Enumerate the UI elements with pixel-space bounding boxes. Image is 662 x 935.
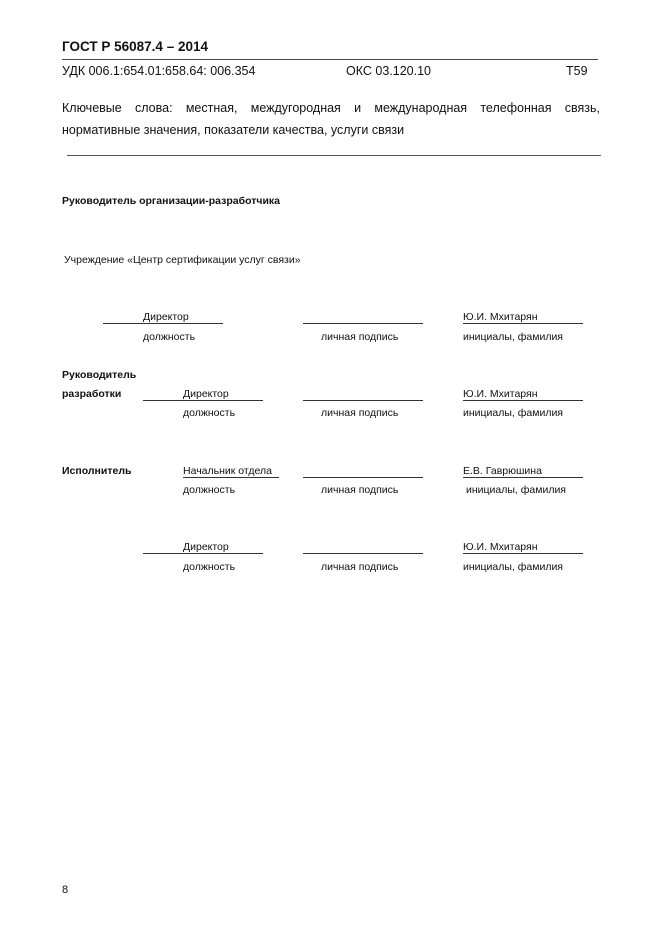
sig3-name-line — [463, 477, 583, 478]
sig1-position: Директор — [143, 311, 189, 323]
sig1-name-caption: инициалы, фамилия — [463, 331, 563, 343]
standard-title: ГОСТ Р 56087.4 – 2014 — [62, 39, 208, 54]
sig2-signature-line — [303, 400, 423, 401]
sig3-role: Исполнитель — [62, 465, 132, 477]
sig4-position-caption: должность — [183, 561, 236, 573]
sig2-position: Директор — [183, 388, 229, 400]
sig3-name-caption: инициалы, фамилия — [466, 484, 566, 496]
sig2-position-caption: должность — [183, 407, 236, 419]
header-rule — [62, 59, 598, 60]
sig4-name-caption: инициалы, фамилия — [463, 561, 563, 573]
sig4-signature-caption: личная подпись — [321, 561, 399, 573]
sig3-position: Начальник отдела — [183, 465, 272, 477]
sig2-role-line-1: Руководитель — [62, 369, 137, 381]
org-head-title: Руководитель организации-разработчика — [62, 195, 281, 207]
oks-code: ОКС 03.120.10 — [346, 64, 431, 78]
sig4-name-line — [463, 553, 583, 554]
sig1-signature-caption: личная подпись — [321, 331, 399, 343]
sig4-position-line — [143, 553, 263, 554]
sig3-signature-caption: личная подпись — [321, 484, 399, 496]
sig1-name: Ю.И. Мхитарян — [463, 311, 538, 323]
keywords-line-1: Ключевые слова: местная, междугородная и международная телефонная связь, — [62, 101, 600, 115]
sig1-signature-line — [303, 323, 423, 324]
sig4-signature-line — [303, 553, 423, 554]
keywords-line-2: нормативные значения, показатели качества, услуги связи — [62, 123, 405, 137]
sig4-position: Директор — [183, 541, 229, 553]
sig1-name-line — [463, 323, 583, 324]
sig1-position-line — [103, 323, 223, 324]
sig2-name-caption: инициалы, фамилия — [463, 407, 563, 419]
sig4-name: Ю.И. Мхитарян — [463, 541, 538, 553]
sig3-position-line — [183, 477, 279, 478]
sig3-name: Е.В. Гаврюшина — [463, 465, 542, 477]
sig3-signature-line — [303, 477, 423, 478]
keywords-rule — [67, 155, 601, 156]
institution-name: Учреждение «Центр сертификации услуг связи» — [64, 254, 301, 266]
sig2-position-line — [143, 400, 263, 401]
sig1-position-caption: должность — [143, 331, 196, 343]
sig2-name: Ю.И. Мхитарян — [463, 388, 538, 400]
sig2-name-line — [463, 400, 583, 401]
sig2-signature-caption: личная подпись — [321, 407, 399, 419]
sig3-position-caption: должность — [183, 484, 236, 496]
page-number: 8 — [62, 884, 69, 896]
udk-code: УДК 006.1:654.01:658.64: 006.354 — [62, 64, 256, 78]
sig2-role-line-2: разработки — [62, 388, 122, 400]
classification-code: T59 — [566, 64, 588, 78]
keywords-block — [62, 97, 600, 141]
